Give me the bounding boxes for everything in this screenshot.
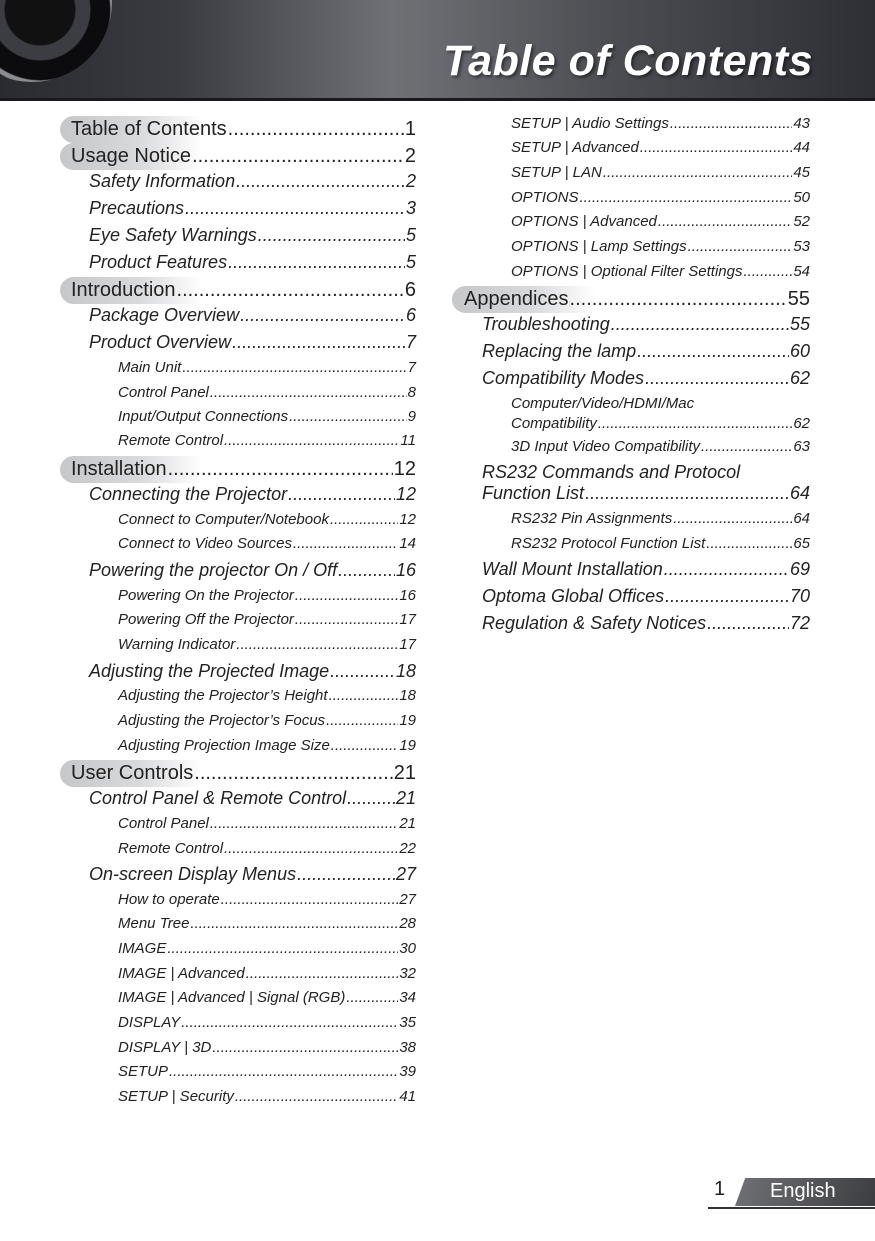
toc-entry[interactable] [60,116,416,143]
dot-leader [603,164,792,181]
toc-entry-title: Wall Mount Installation [482,559,663,579]
toc-entry-page: 39 [399,1063,416,1080]
toc-entry[interactable] [60,456,416,483]
dot-leader [236,171,405,192]
dot-leader [212,1039,398,1056]
toc-entry-page: 70 [789,586,810,606]
toc-entry[interactable] [60,1063,416,1080]
toc-entry-page: 14 [399,535,416,552]
dot-leader [232,332,405,353]
dot-leader [330,511,398,528]
toc-entry-page: 21 [399,815,416,832]
page-footer [0,1175,875,1215]
toc-entry-title: 3D Input Video Compatibility [511,438,700,455]
toc-entry-title: Appendices [464,288,569,310]
toc-entry-page: 62 [789,368,810,388]
dot-leader [224,432,399,449]
dot-leader [295,587,398,604]
dot-leader [185,198,405,219]
projector-lens-graphic [0,0,112,82]
dot-leader [167,940,398,957]
toc-entry-title: Powering the projector On / Off [89,560,338,580]
toc-entry[interactable] [60,940,416,957]
toc-entry-page: 52 [793,213,810,230]
toc-entry-page: 22 [399,840,416,857]
toc-entry-page: 5 [405,225,416,245]
toc-entry[interactable] [60,560,416,581]
toc-entry[interactable] [452,559,810,580]
toc-entry[interactable] [60,171,416,192]
toc-entry-title-continued: Function List [482,483,585,503]
toc-entry-page: 41 [399,1088,416,1105]
toc-entry[interactable] [60,661,416,682]
toc-entry[interactable] [60,1014,416,1031]
dot-leader [293,535,398,552]
toc-entry-page: 27 [395,864,416,884]
toc-entry-title: Usage Notice [71,145,192,167]
toc-entry[interactable] [452,341,810,362]
toc-entry[interactable] [60,712,416,729]
toc-entry[interactable] [452,535,810,552]
toc-entry-page: 11 [400,432,416,449]
toc-entry-title: Product Features [89,252,228,272]
toc-entry-page: 54 [793,263,810,280]
dot-leader [743,263,792,280]
dot-leader [585,483,789,504]
toc-entry-title: DISPLAY [118,1014,181,1031]
toc-entry-title: User Controls [71,762,194,784]
toc-entry-title: Computer/Video/HDMI/Mac [511,395,695,412]
toc-entry[interactable] [60,611,416,628]
dot-leader [611,314,789,335]
dot-leader [295,611,398,628]
toc-entry-title: Menu Tree [118,915,190,932]
toc-entry-title: Control Panel [118,384,209,401]
dot-leader [331,737,399,754]
dot-leader [598,414,792,434]
dot-leader [210,815,398,832]
toc-entry-page: 45 [793,164,810,181]
toc-entry-title-continued: Compatibility [511,415,597,432]
toc-entry[interactable] [60,891,416,908]
toc-entry-title: Regulation & Safety Notices [482,613,707,633]
toc-entry[interactable] [452,213,810,230]
dot-leader [665,586,789,607]
toc-entry-page: 21 [395,788,416,808]
toc-entry[interactable] [60,408,416,425]
toc-entry[interactable] [60,636,416,653]
dot-leader [210,384,407,401]
toc-entry-page: 19 [399,712,416,729]
toc-entry-page: 2 [405,171,416,191]
toc-entry-title: Warning Indicator [118,636,236,653]
toc-entry-title: Adjusting the Projector’s Focus [118,712,326,729]
dot-leader [326,712,398,729]
toc-entry-page: 72 [789,613,810,633]
toc-entry-title: OPTIONS | Lamp Settings [511,238,687,255]
dot-leader [673,510,792,527]
toc-entry[interactable] [60,788,416,809]
dot-leader [640,139,792,156]
toc-entry[interactable] [60,915,416,932]
toc-entry-title: Introduction [71,279,176,301]
toc-entry[interactable] [452,613,810,634]
toc-entry[interactable] [60,511,416,528]
toc-entry-page: 55 [787,288,810,310]
toc-entry-title: How to operate [118,891,220,908]
toc-entry[interactable] [452,263,810,280]
toc-entry-page: 34 [399,989,416,1006]
toc-entry-page: 7 [405,332,416,352]
toc-entry-title: Control Panel & Remote Control [89,788,347,808]
toc-entry-title: Package Overview [89,305,240,325]
dot-leader [329,687,399,704]
toc-entry[interactable] [452,438,810,455]
toc-entry-title: Powering On the Projector [118,587,294,604]
toc-entry[interactable] [60,760,416,787]
toc-entry[interactable] [60,864,416,885]
toc-entry[interactable] [452,586,810,607]
toc-entry-page: 64 [793,510,810,527]
dot-leader [228,116,404,143]
toc-entry[interactable] [452,115,810,132]
toc-entry-title: Adjusting the Projected Image [89,661,330,681]
toc-entry-title: SETUP | Security [118,1088,234,1105]
toc-entry-page: 9 [407,408,416,425]
toc-entry-title: Replacing the lamp [482,341,637,361]
toc-entry-title: Compatibility Modes [482,368,645,388]
dot-leader [658,213,792,230]
dot-leader [645,368,789,389]
toc-entry-title: IMAGE | Advanced [118,965,245,982]
dot-leader [701,438,792,455]
dot-leader [297,864,395,885]
dot-leader [246,965,399,982]
toc-entry[interactable] [60,359,416,376]
toc-entry-page: 19 [399,737,416,754]
toc-entry-page: 8 [407,384,416,401]
toc-entry[interactable] [452,510,810,527]
toc-entry[interactable] [60,1088,416,1105]
toc-entry-page: 55 [789,314,810,334]
toc-entry-title: Eye Safety Warnings [89,225,257,245]
toc-entry[interactable] [452,164,810,181]
toc-entry-page: 12 [399,511,416,528]
toc-entry-title: Powering Off the Projector [118,611,294,628]
toc-entry[interactable] [60,535,416,552]
toc-entry-page: 35 [399,1014,416,1031]
toc-entry[interactable] [60,737,416,754]
dot-leader [664,559,789,580]
dot-leader [347,788,395,809]
toc-entry[interactable] [60,198,416,219]
page-header [0,0,875,101]
toc-entry[interactable] [60,143,416,170]
toc-entry-title: SETUP | Audio Settings [511,115,669,132]
dot-leader [169,1063,398,1080]
toc-entry-page: 65 [793,535,810,552]
toc-entry-page: 28 [399,915,416,932]
toc-entry[interactable] [452,368,810,389]
dot-leader [637,341,789,362]
dot-leader [570,286,787,313]
toc-entry-title: DISPLAY | 3D [118,1039,212,1056]
dot-leader [707,613,789,634]
toc-entry-title: Connect to Computer/Notebook [118,511,329,528]
toc-entry-title: RS232 Commands and Protocol [482,462,741,482]
toc-entry-title: SETUP | Advanced [511,139,639,156]
dot-leader [338,560,395,581]
toc-entry[interactable] [60,965,416,982]
toc-entry-page: 12 [393,458,416,480]
toc-entry-title: Main Unit [118,359,182,376]
toc-entry-title: Connecting the Projector [89,484,288,504]
dot-leader [192,143,404,170]
toc-entry-title: OPTIONS | Advanced [511,213,657,230]
toc-entry[interactable] [60,432,416,449]
toc-entry[interactable] [452,394,810,434]
toc-entry-page: 21 [393,762,416,784]
toc-entry-title: Control Panel [118,815,209,832]
toc-entry-title: OPTIONS | Optional Filter Settings [511,263,743,280]
toc-entry-page: 53 [793,238,810,255]
page-title: Table of Contents [442,37,813,85]
dot-leader [190,915,398,932]
toc-entry[interactable] [60,587,416,604]
toc-entry-page: 5 [405,252,416,272]
toc-entry[interactable] [60,687,416,704]
toc-entry-page: 18 [399,687,416,704]
toc-entry-title: IMAGE [118,940,167,957]
dot-leader [181,1014,398,1031]
toc-entry-page: 27 [399,891,416,908]
footer-rule [708,1207,875,1209]
toc-entry[interactable] [60,840,416,857]
toc-entry[interactable] [452,314,810,335]
dot-leader [688,238,793,255]
toc-entry-title: SETUP [118,1063,169,1080]
dot-leader [221,891,399,908]
toc-entry-title: RS232 Pin Assignments [511,510,673,527]
toc-entry-title: Adjusting Projection Image Size [118,737,330,754]
toc-entry-page: 1 [404,118,416,140]
dot-leader [670,115,792,132]
toc-entry-title: Remote Control [118,432,224,449]
dot-leader [288,484,395,505]
toc-entry[interactable] [60,277,416,304]
toc-entry-page: 18 [395,661,416,681]
toc-entry-page: 63 [793,438,810,455]
toc-entry-title: Troubleshooting [482,314,610,334]
toc-entry[interactable] [60,384,416,401]
toc-entry[interactable] [452,238,810,255]
toc-entry-title: Input/Output Connections [118,408,289,425]
toc-entry[interactable] [452,462,810,504]
toc-entry-page: 44 [793,139,810,156]
toc-entry-title: Product Overview [89,332,232,352]
toc-entry-page: 30 [399,940,416,957]
toc-entry-title: Adjusting the Projector’s Height [118,687,328,704]
toc-entry-title: Remote Control [118,840,224,857]
toc-entry[interactable] [452,139,810,156]
dot-leader [194,760,392,787]
dot-leader [236,636,398,653]
toc-entry[interactable] [60,815,416,832]
toc-entry-page: 2 [404,145,416,167]
toc-entry-title: IMAGE | Advanced | Signal (RGB) [118,989,346,1006]
toc-entry-page: 64 [789,483,810,503]
toc-entry[interactable] [60,252,416,273]
dot-leader [177,277,404,304]
toc-entry-page: 16 [395,560,416,580]
dot-leader [168,456,393,483]
toc-entry-page: 60 [789,341,810,361]
toc-entry[interactable] [452,189,810,206]
toc-entry[interactable] [60,989,416,1006]
toc-entry-title: SETUP | LAN [511,164,602,181]
toc-entry[interactable] [452,286,810,313]
dot-leader [228,252,405,273]
toc-entry-page: 12 [395,484,416,504]
toc-entry-page: 38 [399,1039,416,1056]
toc-entry-title: Precautions [89,198,185,218]
dot-leader [258,225,405,246]
toc-entry-title: Connect to Video Sources [118,535,293,552]
toc-entry-page: 43 [793,115,810,132]
dot-leader [224,840,398,857]
toc-entry-page: 6 [405,305,416,325]
toc-entry-page: 17 [399,636,416,653]
toc-entry-title: Installation [71,458,167,480]
dot-leader [240,305,405,326]
toc-entry-page: 62 [793,415,810,432]
toc-entry-page: 32 [399,965,416,982]
toc-entry-page: 3 [405,198,416,218]
dot-leader [182,359,406,376]
toc-entry-title: OPTIONS [511,189,579,206]
toc-entry-page: 7 [407,359,416,376]
toc-entry-page: 69 [789,559,810,579]
toc-entry-title: Safety Information [89,171,236,191]
toc-entry[interactable] [60,484,416,505]
dot-leader [346,989,398,1006]
toc-entry-title: On-screen Display Menus [89,864,297,884]
toc-entry-page: 16 [399,587,416,604]
toc-entry[interactable] [60,225,416,246]
dot-leader [706,535,792,552]
toc-entry[interactable] [60,1039,416,1056]
toc-entry[interactable] [60,305,416,326]
toc-entry-title: RS232 Protocol Function List [511,535,706,552]
page-number: 1 [714,1178,726,1200]
toc-entry-page: 50 [793,189,810,206]
toc-entry-page: 17 [399,611,416,628]
dot-leader [235,1088,398,1105]
toc-entry-title: Optoma Global Offices [482,586,665,606]
toc-entry-page: 6 [404,279,416,301]
dot-leader [580,189,793,206]
dot-leader [289,408,407,425]
toc-entry[interactable] [60,332,416,353]
toc-entry-title: Table of Contents [71,118,227,140]
language-label: English [770,1180,836,1202]
dot-leader [330,661,395,682]
